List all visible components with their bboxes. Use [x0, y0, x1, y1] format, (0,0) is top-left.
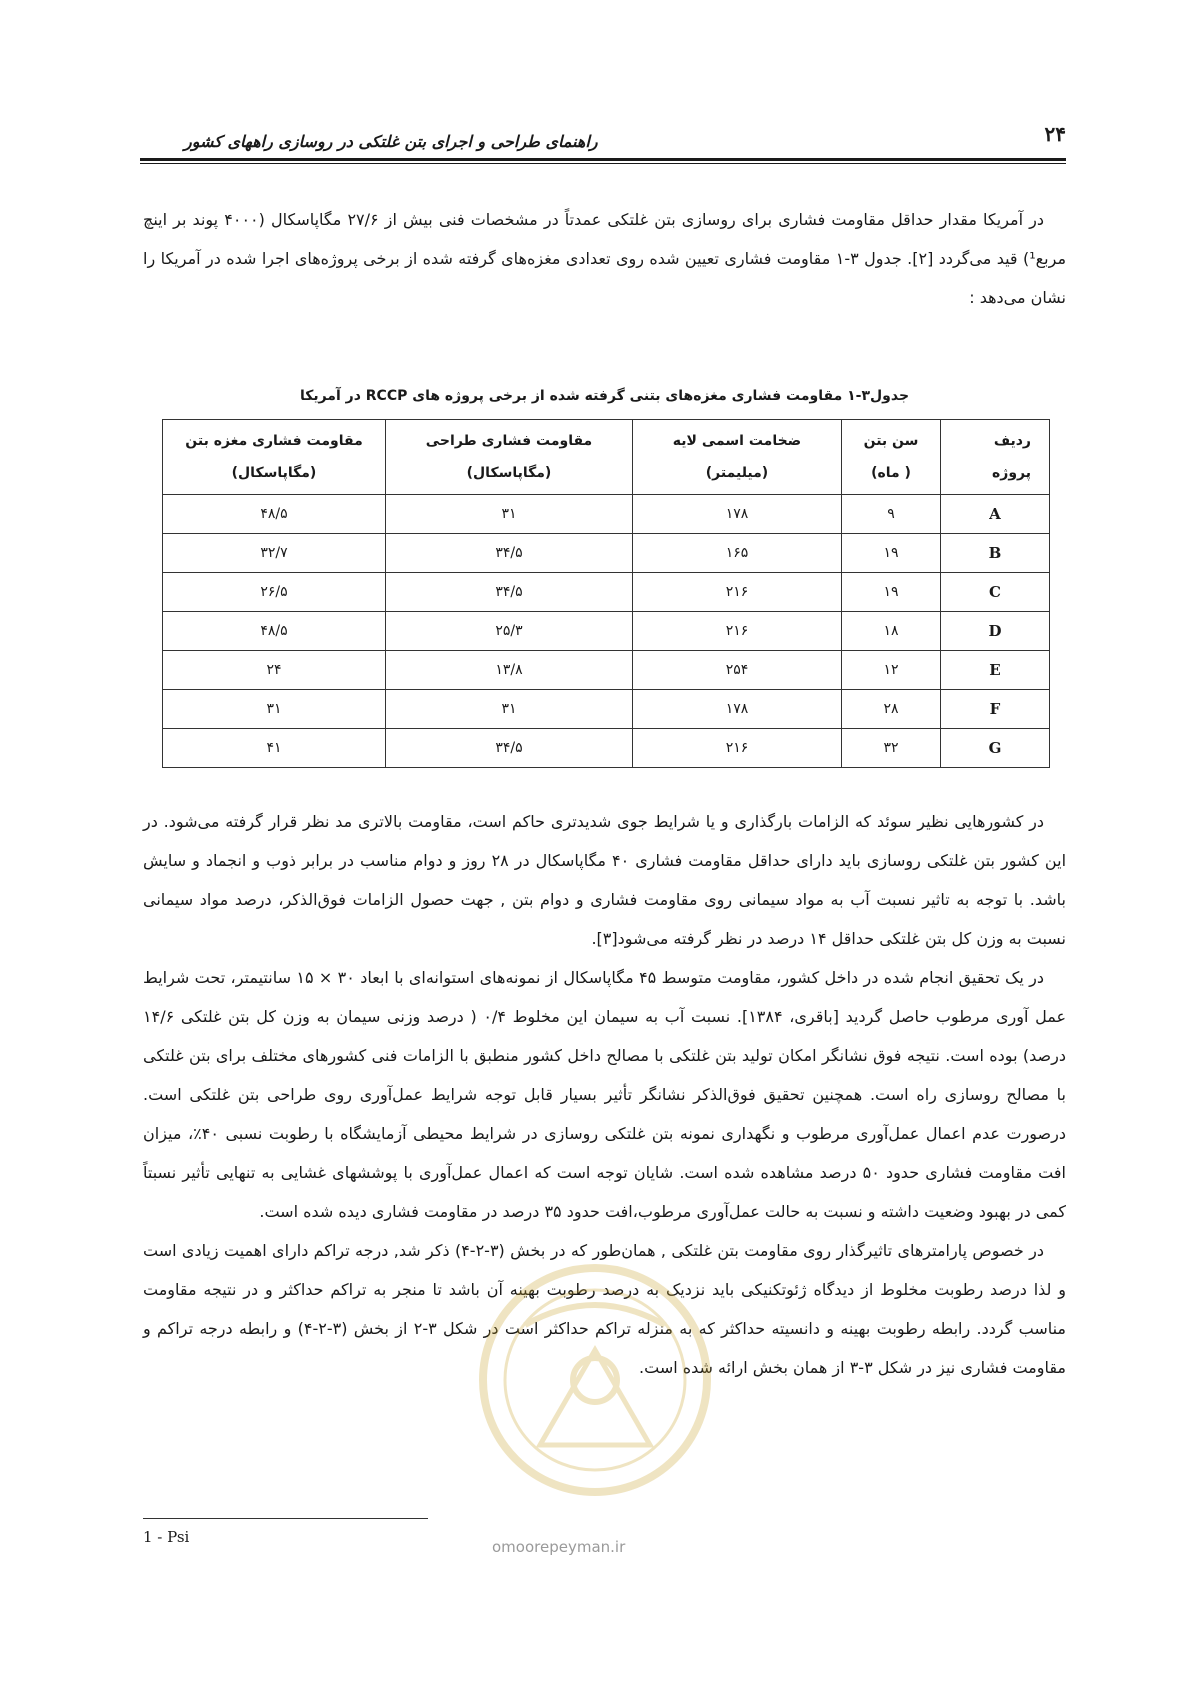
paragraph-3-text: در یک تحقیق انجام شده در داخل کشور، مقاومت متوسط ۴۵ مگاپاسکال از نمونه‌های استوانه‌ای با ابعاد ۳۰ × ۱۵ سانتیمتر، تحت شرایط عمل آوری مرطوب حاصل گردید [باقری، ۱۳۸۴]. نسبت آب به سیمان این مخلوط ۰/۴ ( درصد وزنی سیمان به وزن کل بتن غلتکی ۱۴/۶ درصد) بوده است. نتیجه فوق نشانگر امکان تولید بتن غلتکی با مصالح داخل کشور منطبق با الزامات فنی کشورهای مختلف برای بتن غلتکی با مصالح روسازی راه است. همچنین تحقیق فوق‌الذکر نشانگر تأثیر بسیار قابل توجه شرایط عمل‌آوری روی طراحی بتن غلتکی است. درصورت عدم اعمال عمل‌آوری مرطوب و نگهداری نمونه بتن غلتکی روسازی در شرایط محیطی آزمایشگاه با رطوبت نسبی ۴۰٪، میزان افت مقاومت فشاری حدود ۵۰ درصد مشاهده شده است. شایان توجه است که اعمال عمل‌آوری با پوششهای غشایی به تنهایی تأثیر نسبتاً کمی در بهبود وضعیت داشته و نسبت به حالت عمل‌آوری مرطوب،افت حدود ۳۵ درصد در مقاومت فشاری دیده شده است. [143, 968, 1067, 1221]
col-header-age: سن بتن ( ماه) [842, 420, 941, 495]
col-header-design-strength: مقاومت فشاری طراحی (مگاپاسکال) [386, 420, 633, 495]
cell-core-strength: ۲۶/۵ [163, 573, 386, 612]
cell-project: F [941, 690, 1050, 729]
cell-project: G [941, 729, 1050, 768]
cell-thickness: ۱۷۸ [633, 495, 842, 534]
cell-project: A [941, 495, 1050, 534]
cell-age: ۱۹ [842, 534, 941, 573]
cell-thickness: ۱۶۵ [633, 534, 842, 573]
book-title: راهنمای طراحی و اجرای بتن غلتکی در روسازی راههای کشور [184, 132, 598, 151]
cell-core-strength: ۴۱ [163, 729, 386, 768]
footnote: 1 - Psi [143, 1528, 190, 1546]
header-rule [140, 158, 1066, 164]
cell-project: B [941, 534, 1050, 573]
table-header-row [163, 420, 1050, 495]
paragraph-4-text: در خصوص پارامترهای تاثیرگذار روی مقاومت بتن غلتکی , همان‌طور که در بخش (۳-۲-۴) ذکر شد, درجه تراکم دارای اهمیت زیادی است و لذا درصد رطوبت مخلوط از دیدگاه ژئوتکنیکی باید نزدیک به درصد رطوبت بهینه آن باشد تا منجر به تراکم حداکثر و در نتیجه مقاومت مناسب گردد. رابطه رطوبت بهینه و دانسیته حداکثر که به منزله تراکم حداکثر است در شکل ۳-۲ از بخش (۳-۲-۴) و رابطه درجه تراکم و مقاومت فشاری نیز در شکل ۳-۳ از همان بخش ارائه شده است. [143, 1241, 1066, 1377]
cell-core-strength: ۳۲/۷ [163, 534, 386, 573]
cell-core-strength: ۲۴ [163, 651, 386, 690]
footnote-rule [143, 1518, 428, 1519]
cell-age: ۱۹ [842, 573, 941, 612]
col-header-core-strength: مقاومت فشاری مغزه بتن (مگاپاسکال) [163, 420, 386, 495]
cell-design-strength: ۱۳/۸ [386, 651, 633, 690]
cell-thickness: ۲۱۶ [633, 729, 842, 768]
core-strength-table [162, 419, 1050, 768]
cell-age: ۱۸ [842, 612, 941, 651]
cell-design-strength: ۳۱ [386, 690, 633, 729]
table-caption: جدول۳-۱ مقاومت فشاری مغزه‌های بتنی گرفته شده از برخی پروژه های RCCP در آمریکا [299, 388, 910, 404]
cell-design-strength: ۲۵/۳ [386, 612, 633, 651]
cell-age: ۲۸ [842, 690, 941, 729]
table-row [163, 690, 1050, 729]
cell-core-strength: ۴۸/۵ [163, 495, 386, 534]
table-row [163, 729, 1050, 768]
cell-project: C [941, 573, 1050, 612]
col-header-thickness: ضخامت اسمی لایه (میلیمتر) [633, 420, 842, 495]
paragraph-1-text: در آمریکا مقدار حداقل مقاومت فشاری برای روسازی بتن غلتکی عمدتاً در مشخصات فنی بیش از ۲۷/۶ مگاپاسکال (۴۰۰۰ پوند بر اینچ مربع¹) قید می‌گردد [۲]. جدول ۳-۱ مقاومت فشاری تعیین شده روی تعدادی مغزه‌های گرفته شده از برخی پروژه‌های اجرا شده در آمریکا را نشان می‌دهد : [143, 210, 1067, 307]
table-row [163, 612, 1050, 651]
watermark-seal-icon [470, 1255, 720, 1535]
page-number: ۲۴ [1044, 122, 1066, 146]
cell-age: ۹ [842, 495, 941, 534]
table-row [163, 651, 1050, 690]
cell-design-strength: ۳۱ [386, 495, 633, 534]
col-header-project: ردیف پروژه [941, 420, 1050, 495]
cell-project: D [941, 612, 1050, 651]
cell-design-strength: ۳۴/۵ [386, 534, 633, 573]
table-row [163, 495, 1050, 534]
paragraph-intro [143, 200, 1066, 317]
cell-thickness: ۱۷۸ [633, 690, 842, 729]
cell-core-strength: ۳۱ [163, 690, 386, 729]
paragraph-2-text: در کشورهایی نظیر سوئد که الزامات بارگذاری و یا شرایط جوی شدیدتری حاکم است، مقاومت بالاتری مد نظر قرار گرفته می‌شود. در این کشور بتن غلتکی روسازی باید دارای حداقل مقاومت فشاری ۴۰ مگاپاسکال در ۲۸ روز و دوام مناسب در برابر ذوب و انجماد و سایش باشد. با توجه به تاثیر نسبت آب به مواد سیمانی روی مقاومت فشاری و دوام بتن , جهت حصول الزامات فوق‌الذکر، درصد مواد سیمانی نسبت به وزن کل بتن غلتکی حداقل ۱۴ درصد در نظر گرفته می‌شود[۳]. [143, 812, 1067, 948]
cell-thickness: ۲۵۴ [633, 651, 842, 690]
cell-age: ۳۲ [842, 729, 941, 768]
table-row [163, 573, 1050, 612]
cell-thickness: ۲۱۶ [633, 573, 842, 612]
cell-age: ۱۲ [842, 651, 941, 690]
cell-design-strength: ۳۴/۵ [386, 573, 633, 612]
cell-core-strength: ۴۸/۵ [163, 612, 386, 651]
cell-project: E [941, 651, 1050, 690]
cell-design-strength: ۳۴/۵ [386, 729, 633, 768]
cell-thickness: ۲۱۶ [633, 612, 842, 651]
table-row [163, 534, 1050, 573]
watermark-url: omoorepeyman.ir [492, 1538, 626, 1556]
